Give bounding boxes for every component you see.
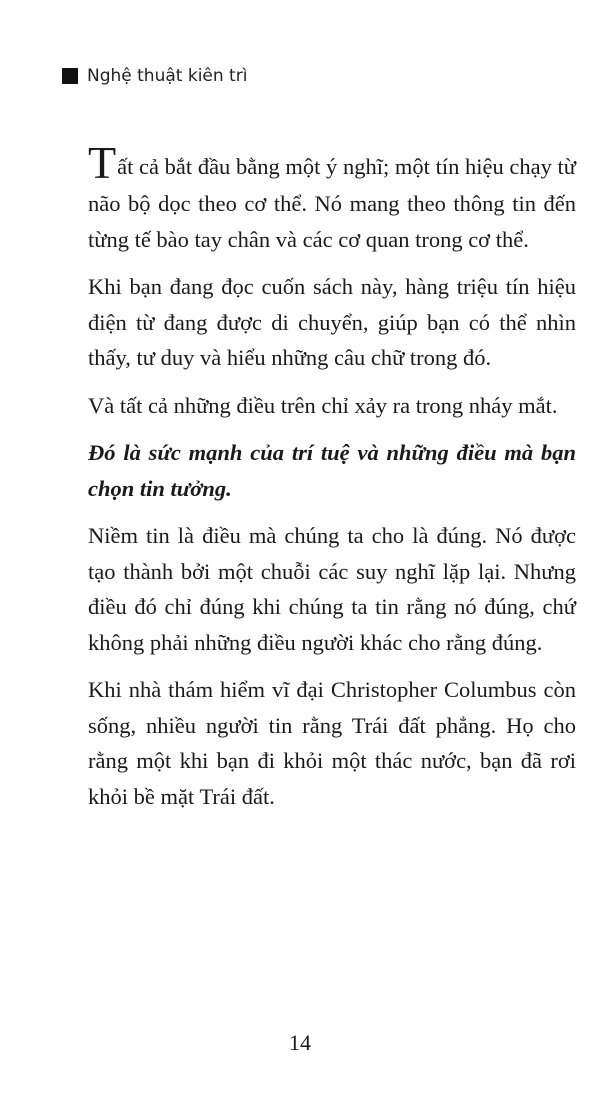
paragraph-6: Khi nhà thám hiểm vĩ đại Christopher Columbus còn sống, nhiều người tin rằng Trái đất phẳng. Họ cho rằng một khi bạn đi khỏi một thác nước, bạn đã rơi khỏi bề mặt Trái đất. bbox=[88, 677, 576, 809]
paragraph-1-text: ất cả bắt đầu bằng một ý nghĩ; một tín hiệu chạy từ não bộ dọc theo cơ thể. Nó mang theo thông tin đến từng tế bào tay chân và các cơ quan trong cơ thể. bbox=[88, 154, 576, 252]
paragraph-1 bbox=[88, 137, 576, 257]
paragraph-2: Khi bạn đang đọc cuốn sách này, hàng triệu tín hiệu điện từ đang được di chuyển, giúp bạn có thể nhìn thấy, tư duy và hiểu những câu chữ trong đó. bbox=[88, 274, 576, 370]
page-number: 14 bbox=[289, 1030, 311, 1055]
square-bullet-icon bbox=[62, 68, 78, 84]
drop-cap: T bbox=[88, 137, 117, 188]
running-header bbox=[62, 66, 247, 86]
body-text bbox=[88, 137, 576, 814]
paragraph-3: Và tất cả những điều trên chỉ xảy ra trong nháy mắt. bbox=[88, 392, 558, 418]
emphasis-paragraph: Đó là sức mạnh của trí tuệ và những điều mà bạn chọn tin tưởng. bbox=[88, 440, 576, 501]
header-title: Nghệ thuật kiên trì bbox=[87, 66, 248, 86]
paragraph-5: Niềm tin là điều mà chúng ta cho là đúng. Nó được tạo thành bởi một chuỗi các suy nghĩ lặp lại. Nhưng điều đó chỉ đúng khi chúng ta tin rằng nó đúng, chứ không phải những điều người khác cho rằng đúng. bbox=[88, 523, 576, 655]
